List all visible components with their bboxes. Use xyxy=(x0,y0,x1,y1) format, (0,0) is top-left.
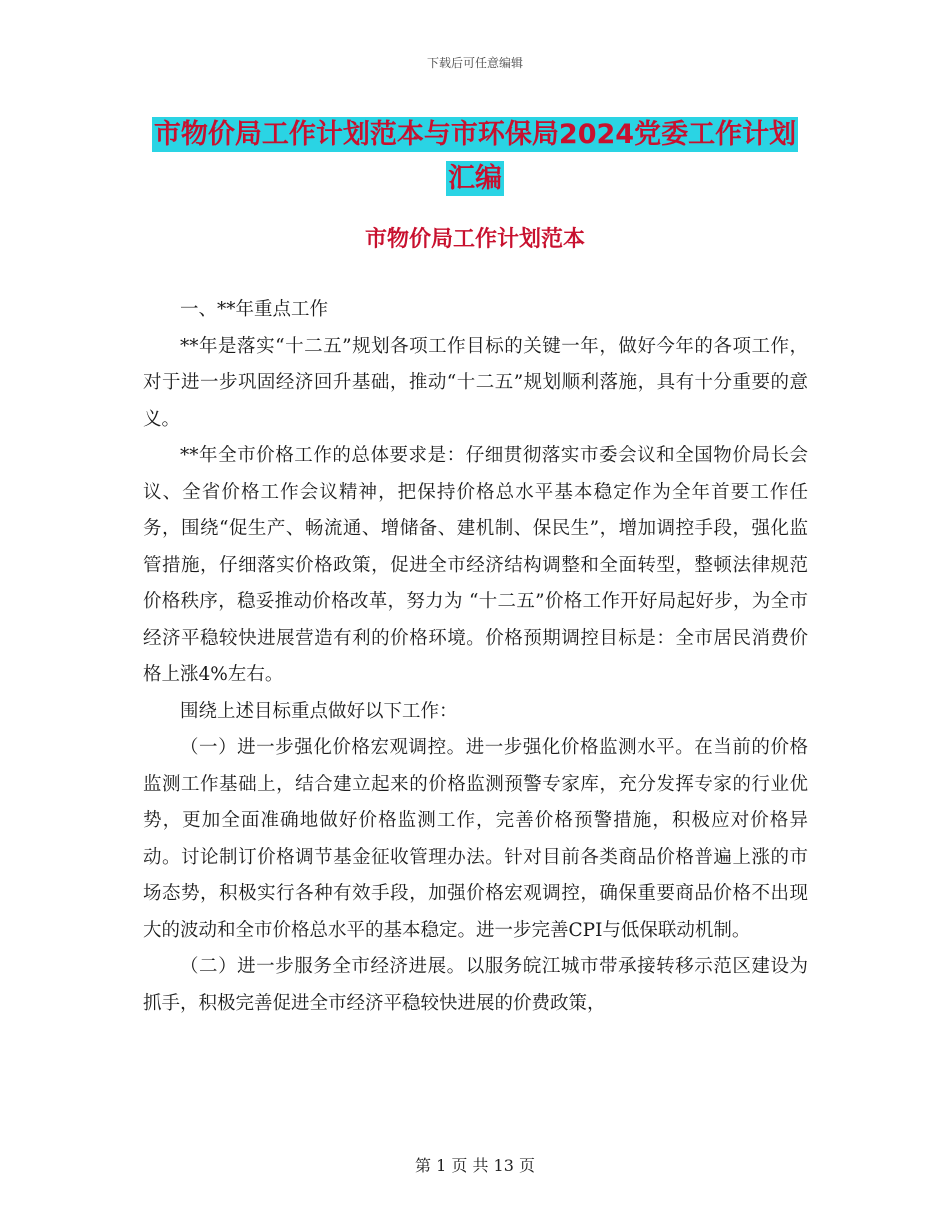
title-highlight: 市物价局工作计划范本与市环保局2024党委工作计划 xyxy=(153,119,797,150)
paragraph: **年是落实“十二五”规划各项工作目标的关键一年，做好今年的各项工作，对于进一步巩固经济回升基础，推动“十二五”规划顺利落施，具有十分重要的意义。 xyxy=(143,335,808,430)
document-body xyxy=(143,292,808,1022)
paragraph: **年全市价格工作的总体要求是：仔细贯彻落实市委会议和全国物价局长会议、全省价格工作会议精神，把保持价格总水平基本稳定作为全年首要工作任务，围绕“促生产、畅流通、增储备、建机制、保民生”，增加调控手段，强化监管措施，仔细落实价格政策，促进全市经济结构调整和全面转型，整顿法律规范价格秩序，稳妥推动价格改革，努力为 “十二五”价格工作开好局起好步，为全市经济平稳较快进展营造有利的价格环境。价格预期调控目标是：全市居民消费价格上涨4%左右。 xyxy=(143,445,808,685)
section-title: 市物价局工作计划范本 xyxy=(364,227,585,252)
page-number-footer: 第 1 页 共 13 页 xyxy=(415,1156,535,1175)
paragraph: 围绕上述目标重点做好以下工作： xyxy=(180,700,458,722)
document-title-line-1 xyxy=(140,112,810,151)
paragraph: （二）进一步服务全市经济进展。以服务皖江城市带承接转移示范区建设为抓手，积极完善促进全市经济平稳较快进展的价费政策， xyxy=(143,956,808,1014)
document-title-line-2 xyxy=(140,156,810,195)
header-note: 下载后可任意编辑 xyxy=(426,56,523,70)
paragraph: （一）进一步强化价格宏观调控。进一步强化价格监测水平。在当前的价格监测工作基础上，结合建立起来的价格监测预警专家库，充分发挥专家的行业优势，更加全面准确地做好价格监测工作，完善价格预警措施，积极应对价格异动。讨论制订价格调节基金征收管理办法。针对目前各类商品价格普遍上涨的市场态势，积极实行各种有效手段，加强价格宏观调控，确保重要商品价格不出现大的波动和全市价格总水平的基本稳定。进一步完善CPI与低保联动机制。 xyxy=(143,737,808,941)
title-highlight: 汇编 xyxy=(448,163,502,194)
paragraph: 一、**年重点工作 xyxy=(180,299,329,320)
